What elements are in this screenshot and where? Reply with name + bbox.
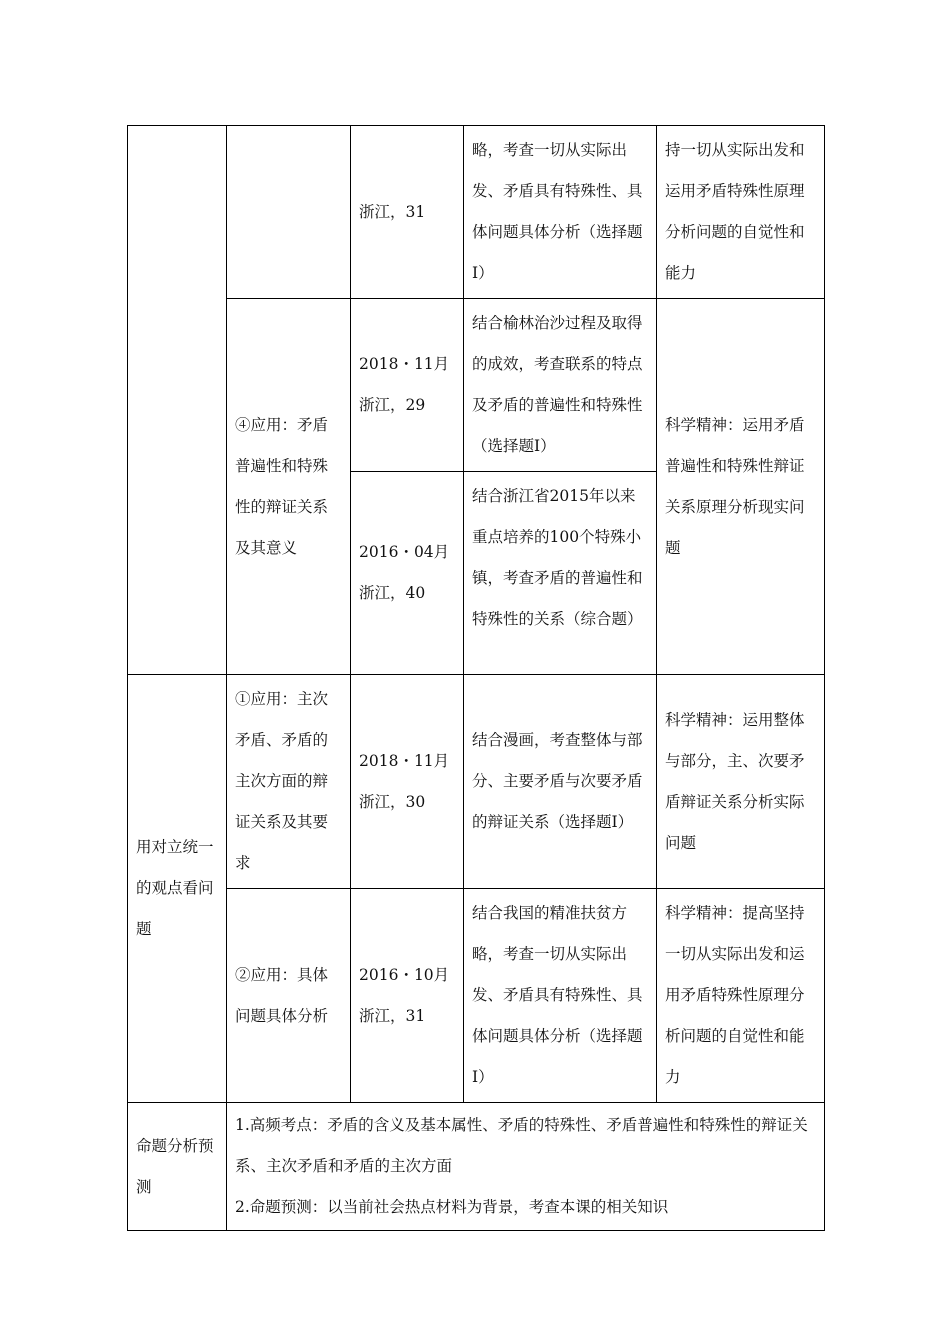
exam-time-cell (351, 126, 464, 299)
exam-content-text: 结合漫画，考查整体与部分、主要矛盾与次要矛盾的辩证关系（选择题Ⅰ） (472, 731, 643, 831)
exam-time-cell (351, 675, 464, 889)
subtopic-text: ②应用：具体问题具体分析 (235, 965, 329, 1025)
subtopic-cell (227, 299, 351, 675)
table-row (128, 889, 825, 1103)
competency-cell (657, 889, 825, 1103)
exam-time-text: 浙江，31 (359, 202, 426, 221)
summary-item: 1.高频考点：矛盾的含义及基本属性、矛盾的特殊性、矛盾普遍性和特殊性的辩证关系、主次矛盾和矛盾的主次方面 (235, 1116, 808, 1175)
exam-time-text: 2018・11月 浙江，29 (359, 355, 450, 414)
table-row (128, 126, 825, 299)
summary-item: 2.命题预测：以当前社会热点材料为背景，考查本课的相关知识 (235, 1198, 669, 1216)
exam-time-cell (351, 889, 464, 1103)
competency-text: 科学精神：运用矛盾普遍性和特殊性辩证关系原理分析现实问题 (665, 415, 805, 557)
summary-label: 命题分析预测 (136, 1136, 214, 1196)
table-row (128, 1103, 825, 1231)
exam-time-cell (351, 472, 464, 675)
exam-content-text: 结合我国的精准扶贫方略，考查一切从实际出发、矛盾具有特殊性、具体问题具体分析（选择题Ⅰ） (472, 904, 643, 1086)
summary-items-cell (227, 1103, 825, 1231)
table-row (128, 299, 825, 472)
subtopic-cell (227, 675, 351, 889)
competency-text: 持一切从实际出发和运用矛盾特殊性原理分析问题的自觉性和能力 (665, 141, 805, 282)
summary-label-cell (128, 1103, 227, 1231)
competency-cell (657, 126, 825, 299)
exam-content-text: 略，考查一切从实际出发、矛盾具有特殊性、具体问题具体分析（选择题Ⅰ） (472, 141, 643, 282)
topic-cell (128, 126, 227, 675)
exam-time-text: 2016・04月 浙江，40 (359, 543, 450, 602)
exam-content-cell (464, 472, 657, 675)
competency-cell (657, 299, 825, 675)
exam-content-cell (464, 126, 657, 299)
exam-content-text: 结合榆林治沙过程及取得的成效，考查联系的特点及矛盾的普遍性和特殊性（选择题Ⅰ） (472, 314, 643, 455)
topic-text: 用对立统一的观点看问题 (136, 838, 214, 938)
exam-time-text: 2018・11月 浙江，30 (359, 751, 450, 811)
exam-content-cell (464, 299, 657, 472)
exam-content-cell (464, 889, 657, 1103)
exam-analysis-table (127, 125, 825, 1231)
competency-cell (657, 675, 825, 889)
subtopic-text: ①应用：主次矛盾、矛盾的主次方面的辩证关系及其要求 (235, 690, 329, 872)
exam-content-cell (464, 675, 657, 889)
subtopic-text: ④应用：矛盾普遍性和特殊性的辩证关系及其意义 (235, 415, 329, 557)
subtopic-cell (227, 889, 351, 1103)
topic-cell (128, 675, 227, 1103)
subtopic-cell (227, 126, 351, 299)
exam-time-cell (351, 299, 464, 472)
exam-time-text: 2016・10月 浙江，31 (359, 965, 450, 1025)
table-row (128, 675, 825, 889)
competency-text: 科学精神：运用整体与部分，主、次要矛盾辩证关系分析实际问题 (665, 710, 805, 852)
competency-text: 科学精神：提高坚持一切从实际出发和运用矛盾特殊性原理分析问题的自觉性和能力 (665, 904, 805, 1086)
exam-content-text: 结合浙江省2015年以来重点培养的100个特殊小镇，考查矛盾的普遍性和特殊性的关系（综合题） (472, 487, 643, 628)
